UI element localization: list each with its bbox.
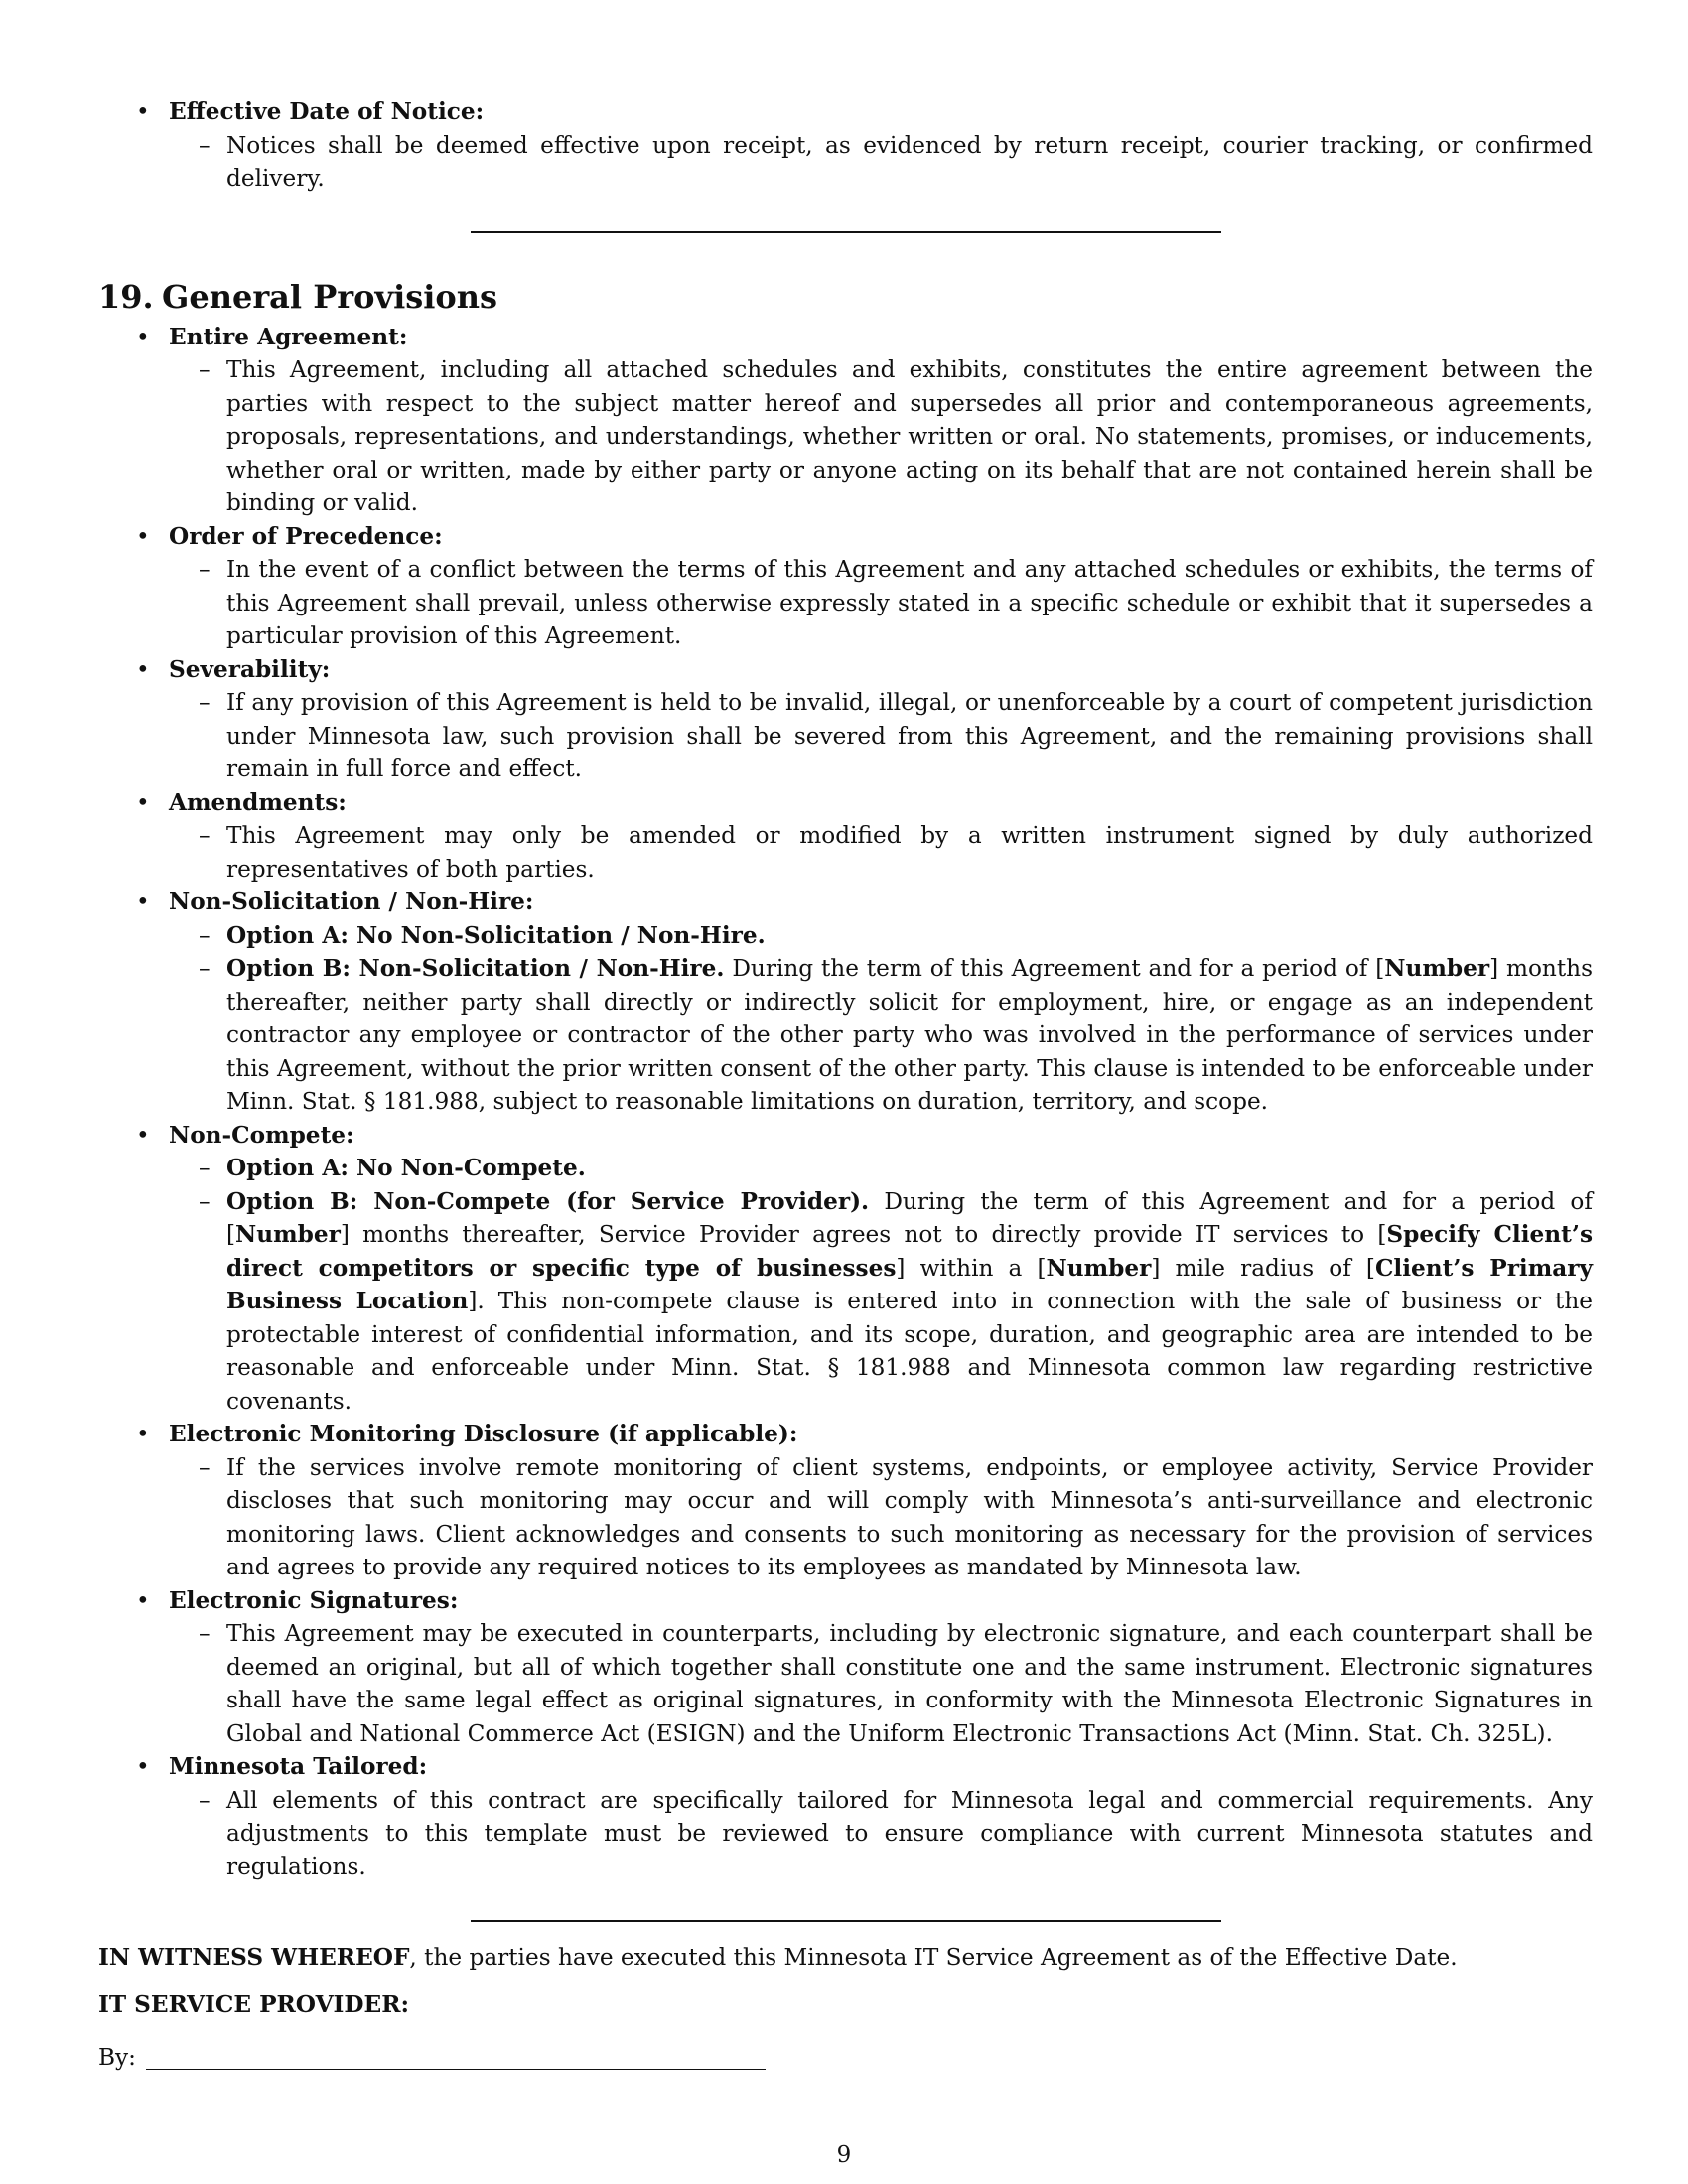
provision-text: – This Agreement may be executed in counterparts, including by electronic signature, and each counterpart shall be deemed an original, but all of which together shall constitute one and the same instrument. Electronic signatures shall have the same legal effect as original signatures, in conformity with the Minnesota Electronic Signatures in Global and National Commerce Act (ESIGN) and the Uniform Electronic Transactions Act (Minn. Stat. Ch. 325L). (169, 1617, 1593, 1750)
placeholder-number: Number (1384, 955, 1490, 982)
provision-text: – This Agreement, including all attached schedules and exhibits, constitutes the entire agreement between the parties with respect to the subject matter hereof and supersedes all prior and contemporaneous agreements, proposals, representations, and understandings, whether written or oral. No statements, promises, or inducements, whether oral or written, made by either party or anyone acting on its behalf that are not contained herein shall be binding or valid. (169, 353, 1593, 520)
provision-text: – In the event of a conflict between the terms of this Agreement and any attached schedules or exhibits, the terms of this Agreement shall prevail, unless otherwise expressly stated in a specific schedule or exhibit that it supersedes a particular provision of this Agreement. (169, 553, 1593, 653)
section-divider (471, 231, 1221, 233)
section-number: 19. (98, 277, 154, 316)
provision-entire-agreement (98, 321, 1593, 520)
provision-label: • Entire Agreement: (169, 323, 408, 350)
noncompete-option-b: – Option B: Non-Compete (for Service Provider). During the term of this Agreement and for a period of [Number] months thereafter, Service Provider agrees not to directly provide IT services to [Specify Client’s direct competitors or specific type of businesses] within a [Number] mile radius of [Client’s Primary Business Location]. This non-compete clause is entered into in connection with the sale of business or the protectable interest of confidential information, and its scope, duration, and geographic area are intended to be reasonable and enforceable under Minn. Stat. § 181.988 and Minnesota common law regarding restrictive covenants. (169, 1185, 1593, 1419)
provision-minnesota-tailored (98, 1750, 1593, 1883)
witness-clause: IN WITNESS WHEREOF, the parties have executed this Minnesota IT Service Agreement as of the Effective Date. (98, 1944, 1458, 1971)
provision-label: • Non-Compete: (169, 1121, 354, 1149)
document-page (98, 95, 1593, 2074)
notice-item-text: – Notices shall be deemed effective upon receipt, as evidenced by return receipt, courier tracking, or confirmed delivery. (169, 129, 1593, 196)
noncompete-option-a: – Option A: No Non-Compete. (169, 1152, 1593, 1185)
provisions-list (98, 321, 1593, 1884)
provision-non-solicitation (98, 886, 1593, 1119)
placeholder-number: Number (235, 1221, 341, 1248)
notice-item (98, 95, 1593, 196)
provision-order-of-precedence (98, 520, 1593, 653)
signature-by-row (98, 2041, 1593, 2074)
witness-lead: IN WITNESS WHEREOF (98, 1944, 410, 1971)
provision-label: • Amendments: (169, 788, 347, 816)
section-title: General Provisions (162, 277, 498, 316)
provision-text: – If the services involve remote monitoring of client systems, endpoints, or employee activity, Service Provider discloses that such monitoring may occur and will comply with Minnesota’s anti-surveillance and electronic monitoring laws. Client acknowledges and consents to such monitoring as necessary for the provision of services and agrees to provide any required notices to its employees as mandated by Minnesota law. (169, 1451, 1593, 1584)
placeholder-competitors: Specify Client’s direct competitors or specific type of businesses (226, 1221, 1593, 1282)
placeholder-location: Client’s Primary Business Location (226, 1254, 1593, 1314)
nonsolicit-option-b: – Option B: Non-Solicitation / Non-Hire. During the term of this Agreement and for a period of [Number] months thereafter, neither party shall directly or indirectly solicit for employment, hire, or engage as an independent contractor any employee or contractor of the other party who was involved in the performance of services under this Agreement, without the prior written consent of the other party. This clause is intended to be enforceable under Minn. Stat. § 181.988, subject to reasonable limitations on duration, territory, and scope. (169, 952, 1593, 1119)
section-heading (98, 277, 1593, 317)
provision-text: – If any provision of this Agreement is held to be invalid, illegal, or unenforceable by a court of competent jurisdiction under Minnesota law, such provision shall be severed from this Agreement, and the remaining provisions shall remain in full force and effect. (169, 686, 1593, 786)
provision-label: • Severability: (169, 655, 331, 683)
placeholder-radius: Number (1046, 1254, 1152, 1282)
provision-electronic-signatures (98, 1584, 1593, 1751)
provision-label: • Electronic Monitoring Disclosure (if applicable): (169, 1421, 798, 1447)
signature-line (146, 2045, 766, 2070)
provision-label: • Minnesota Tailored: (169, 1753, 428, 1780)
provision-amendments (98, 786, 1593, 887)
provision-severability (98, 653, 1593, 786)
signature-by-label: By: (98, 2044, 136, 2071)
provision-non-compete (98, 1119, 1593, 1419)
notice-item-label: • Effective Date of Notice: (169, 98, 485, 125)
provision-label: • Non-Solicitation / Non-Hire: (169, 888, 534, 915)
page-number: 9 (836, 2142, 852, 2168)
provision-label: • Electronic Signatures: (169, 1586, 459, 1614)
signature-party-label: IT SERVICE PROVIDER: (98, 1991, 410, 2018)
notice-list (98, 95, 1593, 196)
section-divider (471, 1920, 1221, 1922)
provision-electronic-monitoring (98, 1418, 1593, 1584)
nonsolicit-option-a: – Option A: No Non-Solicitation / Non-Hire. (169, 919, 1593, 953)
provision-label: • Order of Precedence: (169, 522, 443, 550)
provision-text: – This Agreement may only be amended or modified by a written instrument signed by duly authorized representatives of both parties. (169, 819, 1593, 886)
provision-text: – All elements of this contract are specifically tailored for Minnesota legal and commercial requirements. Any adjustments to this template must be reviewed to ensure compliance with current Minnesota statutes and regulations. (169, 1784, 1593, 1884)
